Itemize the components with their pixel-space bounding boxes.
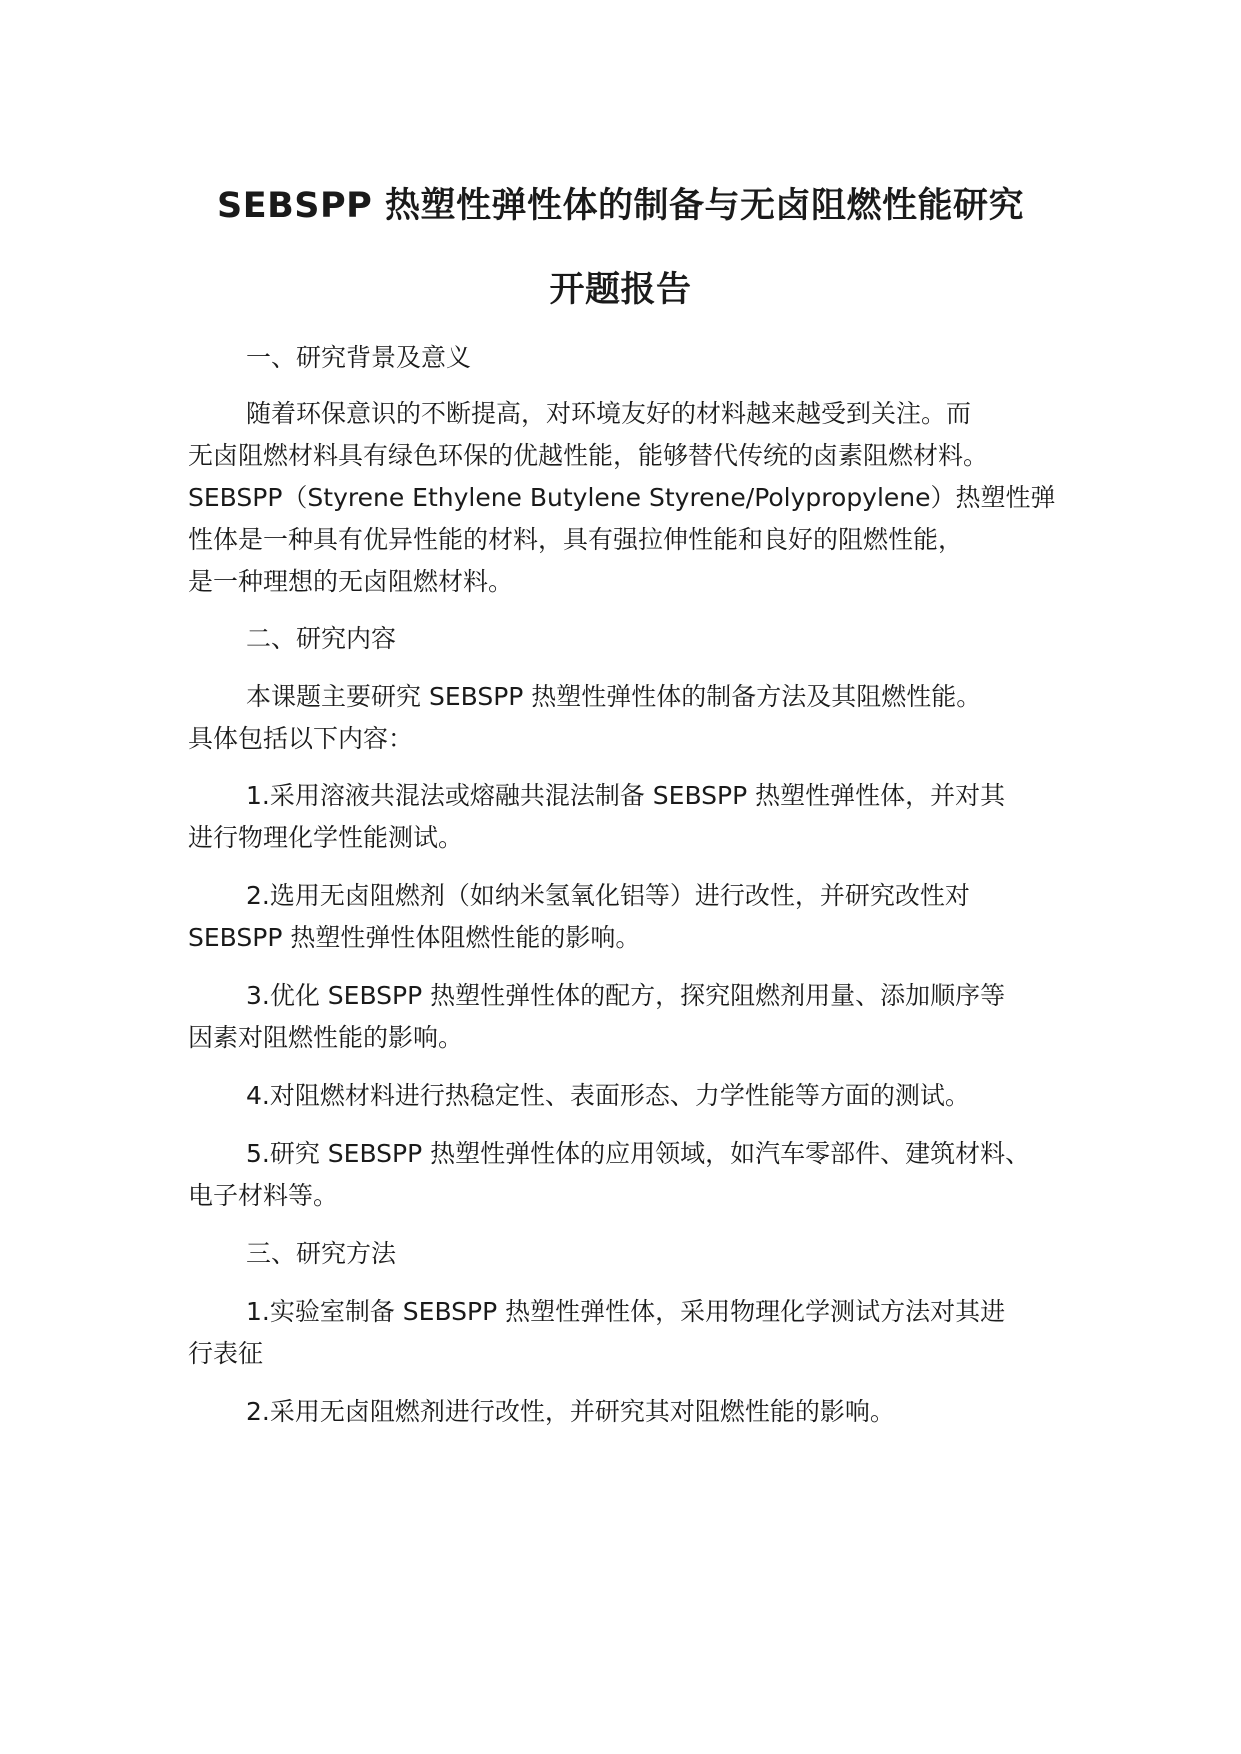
document-subtitle: 开题报告 (549, 270, 692, 310)
section-heading-content: 二、研究内容 (246, 624, 397, 653)
paragraph-line: SEBSPP（Styrene Ethylene Butylene Styrene/Polypropylene）热塑性弹 (188, 483, 1056, 512)
list-item-line: 行表征 (188, 1339, 264, 1368)
section-heading-background: 一、研究背景及意义 (246, 343, 472, 372)
section-heading-methods: 三、研究方法 (246, 1239, 397, 1268)
list-item-line: 3.优化 SEBSPP 热塑性弹性体的配方，探究阻燃剂用量、添加顺序等 (246, 981, 1006, 1010)
list-item-line: 进行物理化学性能测试。 (188, 823, 464, 852)
list-item-line: 2.采用无卤阻燃剂进行改性，并研究其对阻燃性能的影响。 (246, 1397, 895, 1426)
paragraph-line: 具体包括以下内容： (188, 724, 414, 753)
paragraph-line: 是一种理想的无卤阻燃材料。 (188, 567, 514, 596)
list-item-line: SEBSPP 热塑性弹性体阻燃性能的影响。 (188, 923, 641, 952)
list-item-line: 2.选用无卤阻燃剂（如纳米氢氧化铝等）进行改性，并研究改性对 (246, 881, 970, 910)
list-item-line: 因素对阻燃性能的影响。 (188, 1023, 464, 1052)
paragraph-line: 本课题主要研究 SEBSPP 热塑性弹性体的制备方法及其阻燃性能。 (246, 682, 982, 711)
list-item-line: 4.对阻燃材料进行热稳定性、表面形态、力学性能等方面的测试。 (246, 1081, 970, 1110)
paragraph-line: 随着环保意识的不断提高，对环境友好的材料越来越受到关注。而 (246, 399, 972, 428)
paragraph-line: 性体是一种具有优异性能的材料，具有强拉伸性能和良好的阻燃性能， (188, 525, 964, 554)
list-item-line: 5.研究 SEBSPP 热塑性弹性体的应用领域，如汽车零部件、建筑材料、 (246, 1139, 1031, 1168)
list-item-line: 1.采用溶液共混法或熔融共混法制备 SEBSPP 热塑性弹性体，并对其 (246, 781, 1006, 810)
document-title: SEBSPP 热塑性弹性体的制备与无卤阻燃性能研究 (217, 186, 1024, 226)
list-item-line: 电子材料等。 (188, 1181, 339, 1210)
list-item-line: 1.实验室制备 SEBSPP 热塑性弹性体，采用物理化学测试方法对其进 (246, 1297, 1006, 1326)
paragraph-line: 无卤阻燃材料具有绿色环保的优越性能，能够替代传统的卤素阻燃材料。 (188, 441, 989, 470)
